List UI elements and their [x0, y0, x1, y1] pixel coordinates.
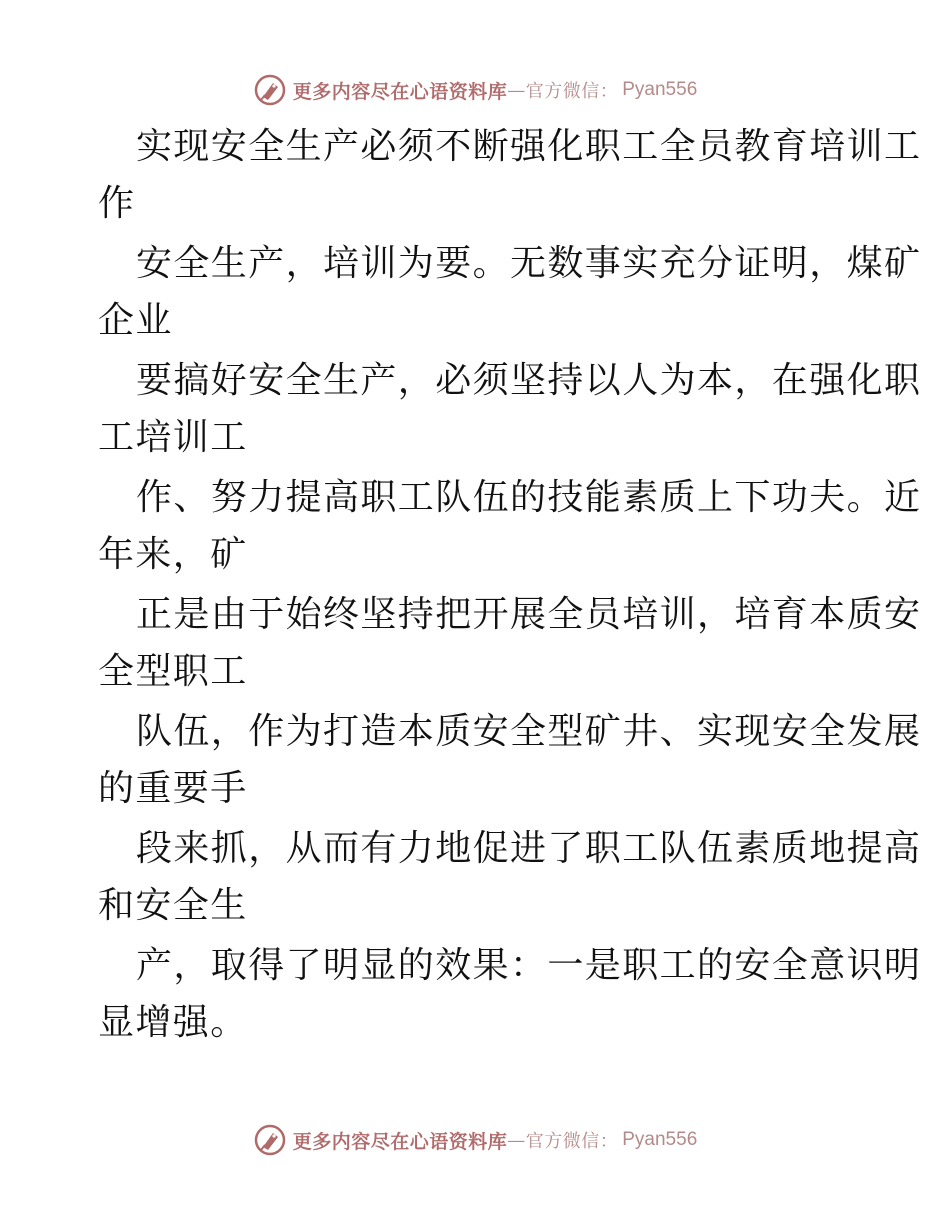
- body-line: 产，取得了明显的效果：一是职工的安全意识明: [136, 945, 922, 986]
- body-line: 要搞好安全生产，必须坚持以人为本，在强化职: [136, 360, 922, 401]
- body-line: 正是由于始终坚持把开展全员培训，培育本质安: [136, 594, 922, 635]
- body-line: 段来抓，从而有力地促进了职工队伍素质地提高: [136, 828, 922, 869]
- body-line: 安全生产，培训为要。无数事实充分证明，煤矿: [136, 243, 922, 284]
- watermark-wechat-id: Pyan556: [622, 79, 698, 100]
- body-line: 实现安全生产必须不断强化职工全员教育培训工: [136, 126, 922, 167]
- watermark-main-text: 更多内容尽在心语资料库: [292, 80, 508, 103]
- watermark-wechat-id: Pyan556: [622, 1129, 698, 1150]
- body-line: 显增强。: [98, 1002, 248, 1043]
- body-line: 的重要手: [98, 768, 248, 809]
- watermark-main-text: 更多内容尽在心语资料库: [292, 1130, 508, 1153]
- pen-nib-logo-icon: [253, 1123, 287, 1157]
- pen-nib-logo-icon: [253, 73, 287, 107]
- watermark-dash: —: [507, 79, 526, 101]
- watermark-wechat-label: 官方微信：: [525, 1131, 619, 1152]
- watermark-dash: —: [507, 1129, 526, 1151]
- header-watermark: [0, 70, 950, 110]
- body-line: 队伍，作为打造本质安全型矿井、实现安全发展: [136, 711, 922, 752]
- body-line: 作、努力提高职工队伍的技能素质上下功夫。近: [136, 477, 922, 518]
- watermark-wechat-label: 官方微信：: [525, 81, 619, 102]
- body-line: 工培训工: [98, 417, 248, 458]
- body-line: 年来，矿: [98, 534, 248, 575]
- body-line: 和安全生: [98, 885, 248, 926]
- body-line: 作: [98, 183, 136, 224]
- footer-watermark: [0, 1120, 950, 1160]
- body-line: 企业: [98, 300, 173, 341]
- body-line: 全型职工: [98, 651, 248, 692]
